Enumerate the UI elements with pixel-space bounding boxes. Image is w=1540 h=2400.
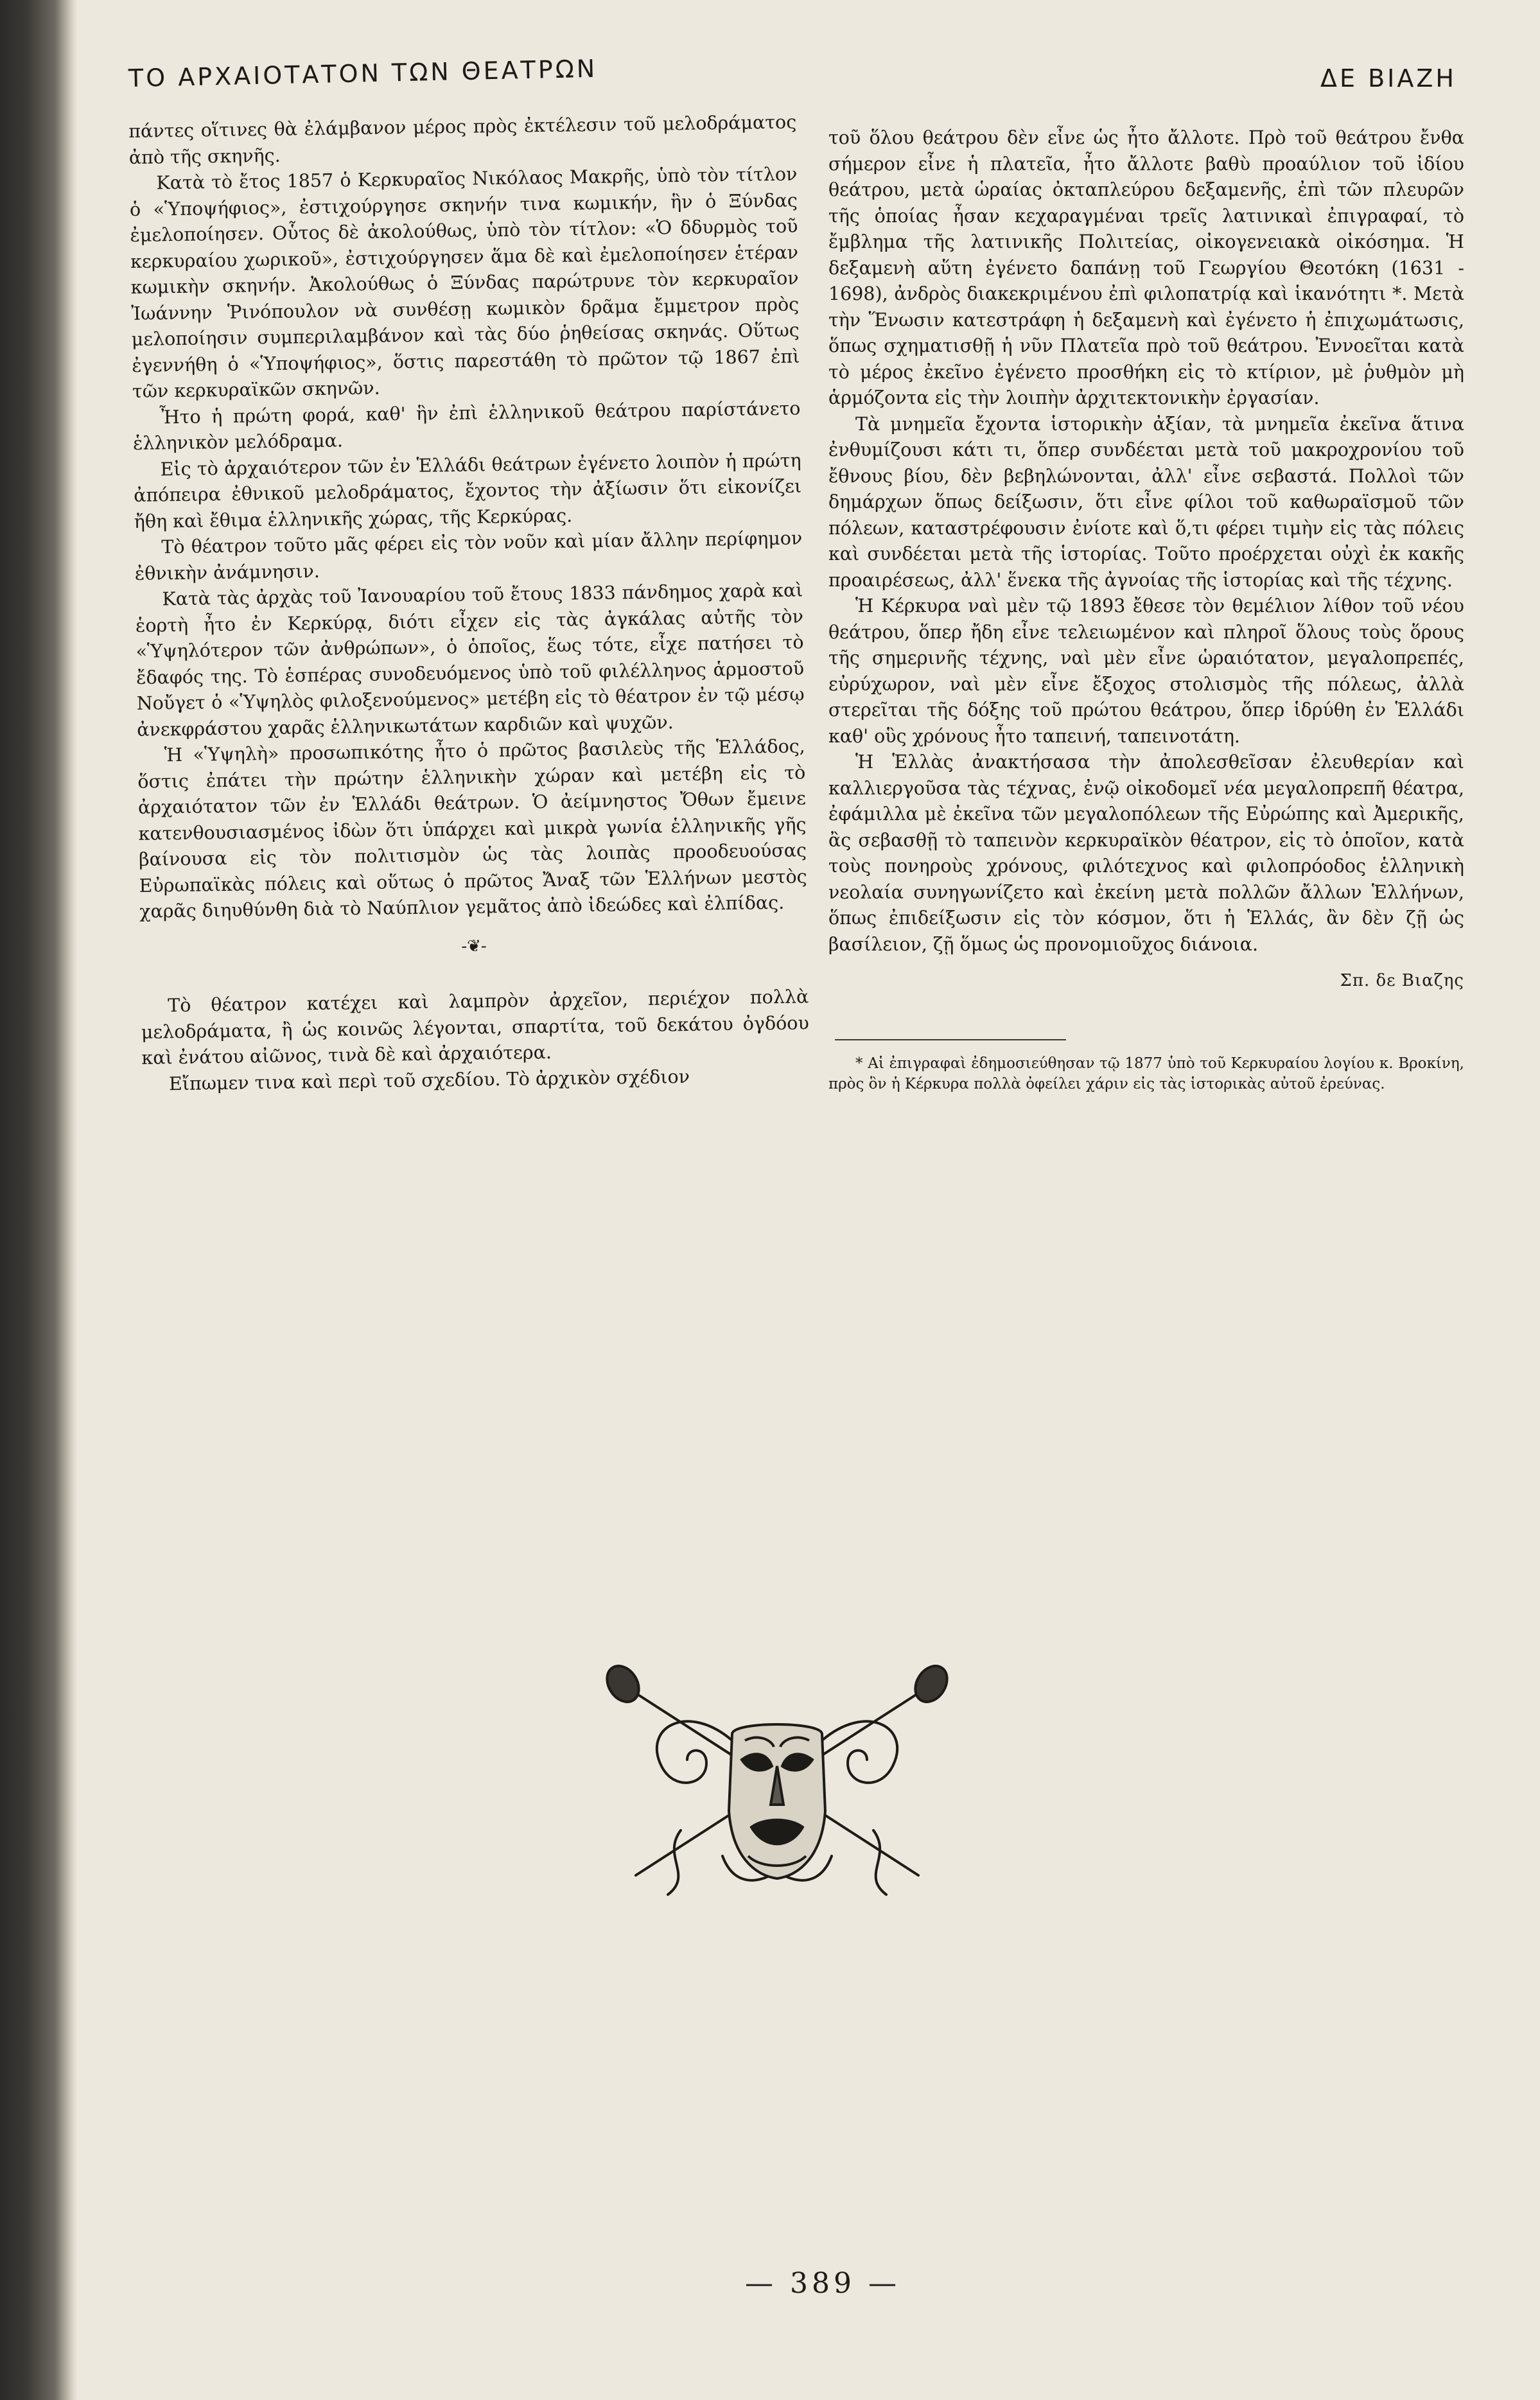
paragraph: Τὸ θέατρον τοῦτο μᾶς φέρει εἰς τὸν νοῦν καὶ μίαν ἄλλην περίφημον ἐθνικὴν ἀνάμνησιν. [134, 527, 803, 584]
paragraph: Τὸ θέατρον κατέχει καὶ λαμπρὸν ἀρχεῖον, περιέχον πολλὰ μελοδράματα, ἢ ὡς κοινῶς λέγονται, σπαρτίτα, τοῦ δεκάτου ὀγδόου καὶ ἐνάτου αἰῶνος, τινὰ δὲ καὶ ἀρχαιότερα. [141, 986, 809, 1069]
footnote-rule [835, 1039, 1066, 1040]
paragraph: τοῦ ὅλου θεάτρου δὲν εἶνε ὡς ἦτο ἄλλοτε. Πρὸ τοῦ θεάτρου ἔνθα σήμερον εἶνε ἡ πλατεῖα, ἦτο ἄλλοτε βαθὺ προαύλιον τοῦ ἰδίου θεάτρου, μετὰ ὡραίας ὀκταπλεύρου δεξαμενῆς, ἐπὶ τῶν πλευρῶν τῆς ὁποίας ἦσαν κεχαραγμέναι τρεῖς λατινικαὶ ἐπιγραφαί, τὸ ἔμβλημα τῆς λατινικῆς Πολιτείας, οἰκογενειακὰ οἰκόσημα. Ἡ δεξαμενὴ αὕτη ἐγένετο δαπάνῃ τοῦ Γεωργίου Θεοτόκη (1631 - 1698), ἀνδρὸς διακεκριμένου ἐπὶ φιλοπατρίᾳ καὶ ἱκανότητι *. Μετὰ τὴν Ἕνωσιν κατεστράφη ἡ δεξαμενὴ καὶ ἐγένετο ἡ ἐπιχωμάτωσις, ὅπως σχηματισθῇ ἡ νῦν Πλατεῖα πρὸ τοῦ θεάτρου. Ἐννοεῖται κατὰ τὸ μέρος ἐκεῖνο ἐγένετο προσθήκη εἰς τὸ κτίριον, μὲ ῥυθμὸν μὴ ἁρμόζοντα εἰς τὴν λοιπὴν ἀρχιτεκτονικὴν ἐργασίαν. [828, 127, 1464, 408]
running-head-title: ΤΟ ΑΡΧΑΙΟΤΑΤΟΝ ΤΩΝ ΘΕΑΤΡΩΝ [128, 54, 598, 92]
paragraph: Ἦτο ἡ πρώτη φορά, καθ' ἣν ἐπὶ ἑλληνικοῦ θεάτρου παρίστάνετο ἑλληνικὸν μελόδραμα. [132, 397, 801, 454]
running-head-author: ΔΕ ΒΙΑΖΗ [1320, 64, 1457, 92]
theatre-mask-emblem [584, 1663, 970, 1901]
magazine-page [77, 0, 1540, 2400]
left-text-column [128, 109, 810, 1097]
book-binding-edge [0, 0, 77, 2400]
paragraph: Κατὰ τὸ ἔτος 1857 ὁ Κερκυραῖος Νικόλαος Μακρῆς, ὑπὸ τὸν τίτλον ὁ «Ὑποψήφιος», ἐστιχούργησε σκηνήν τινα κωμικήν, ἣν ὁ Ξύνδας ἐμελοποίησεν. Οὗτος δὲ ἀκολούθως, ὑπὸ τὸν τίτλον: «Ὁ δδυρμὸς τοῦ κερκυραίου χωρικοῦ», ἐστιχούργησεν ἅμα δὲ καὶ ἐμελοποίησεν ἑτέραν κωμικὴν σκηνήν. Ἀκολούθως ὁ Ξύνδας παρώτρυνε τὸν κερκυραῖον Ἰωάννην Ῥινόπουλον νὰ συνθέσῃ κωμικὸν δρᾶμα ἔμμετρον πρὸς μελοποίησιν συμπεριλαμβάνον καὶ τὰς δύο ῥηθείσας σκηνάς. Οὕτως ἐγεννήθη ὁ «Ὑποψήφιος», ὅστις παρεστάθη τὸ πρῶτον τῷ 1867 ἐπὶ τῶν κερκυραϊκῶν σκηνῶν. [129, 163, 800, 402]
paragraph: Ἡ «Ὑψηλὴ» προσωπικότης ἦτο ὁ πρῶτος βασιλεὺς τῆς Ἑλλάδος, ὅστις ἐπάτει τὴν πρώτην ἑλληνικὴν χώραν καὶ μετέβη εἰς τὸ ἀρχαιότατον τῶν ἐν Ἑλλάδι θεάτρων. Ὁ ἀείμνηστος Ὄθων ἔμεινε κατενθουσιασμένος ἰδὼν ὅτι ὑπάρχει καὶ μικρὰ γωνία ἑλληνικῆς γῆς βαίνουσα εἰς τὸν πολιτισμὸν ὡς τὰς λοιπὰς προοδευούσας Εὐρωπαϊκὰς πόλεις καὶ οὕτως ὁ πρῶτος Ἄναξ τῶν Ἑλλήνων μεστὸς χαρᾶς διηυθύνθη διὰ τὸ Ναύπλιον γεμᾶτος ἀπὸ ἰδεώδες καὶ ἐλπίδας. [137, 735, 807, 922]
paragraph: Εἰς τὸ ἀρχαιότερον τῶν ἐν Ἑλλάδι θεάτρων ἐγένετο λοιπὸν ἡ πρώτη ἀπόπειρα ἐθνικοῦ μελοδράματος, ἔχοντος τὴν ἀξίωσιν ὅτι εἰκονίζει ἤθη καὶ ἔθιμα ἑλληνικῆς χώρας, τῆς Κερκύρας. [133, 449, 802, 532]
paragraph: Ἡ Ἑλλὰς ἀνακτήσασα τὴν ἀπολεσθεῖσαν ἐλευθερίαν καὶ καλλιεργοῦσα τὰς τέχνας, ἐνῷ οἰκοδομεῖ νέα μεγαλοπρεπῆ θέατρα, ἐφάμιλλα μὲ ἐκεῖνα τῶν μεγαλοπόλεων τῆς Εὐρώπης καὶ Ἀμερικῆς, ἂς σεβασθῇ τὸ ταπεινὸν κερκυραϊκὸν θέατρον, εἰς τὸ ὁποῖον, κατὰ τοὺς πονηροὺς χρόνους, φιλότεχνος καὶ φιλοπρόοδος ἑλληνικὴ νεολαία συνηγωνίζετο καὶ ἐκείνη μετὰ πολλῶν ἄλλων Ἑλλήνων, ὅπως ἐπιδείξωσιν εἰς τὸν κόσμον, ὅτι ἡ Ἑλλάς, ἂν δὲν ζῇ ὡς βασίλειον, ζῇ ὅμως ὡς προνομιοῦχος διάνοια. [828, 751, 1464, 955]
author-signature: Σπ. δε Βιαζης [1340, 971, 1464, 990]
paragraph: Κατὰ τὰς ἀρχὰς τοῦ Ἰανουαρίου τοῦ ἔτους 1833 πάνδημος χαρὰ καὶ ἑορτὴ ἦτο ἐν Κερκύρᾳ, διότι εἶχεν εἰς τὰς ἀγκάλας αὐτῆς τὸν «Ὑψηλότερον τῶν ἀνθρώπων», ὁ ὁποῖος, ἕως τότε, εἶχε πατήσει τὸ ἔδαφός της. Τὸ ἑσπέρας συνοδευόμενος ὑπὸ τοῦ φιλέλληνος ἁρμοστοῦ Νοὔγετ ὁ «Ὑψηλὸς φιλοξενούμενος» μετέβη εἰς τὸ θέατρον ἐν τῷ μέσῳ ἀνεκφράστου χαρᾶς ἑλληνικωτάτων καρδιῶν καὶ ψυχῶν. [135, 579, 805, 740]
footnote: * Αἱ ἐπιγραφαὶ ἐδημοσιεύθησαν τῷ 1877 ὑπὸ τοῦ Κερκυραίου λογίου κ. Βροκίνη, πρὸς ὃν ἡ Κέρκυρα πολλὰ ὀφείλει χάριν εἰς τὰς ἱστορικὰς αὐτοῦ ἐρεύνας. [828, 1055, 1464, 1092]
right-text-column [828, 125, 1464, 1094]
paragraph: Τὰ μνημεῖα ἔχοντα ἱστορικὴν ἀξίαν, τὰ μνημεῖα ἐκεῖνα ἅτινα ἐνθυμίζουσι κάτι τι, ὅπερ συνδέεται μετὰ τοῦ μακροχρονίου τοῦ ἔθνους βίου, δὲν βεβηλώνονται, ἀλλ' εἶνε σεβαστά. Πολλοὶ τῶν δημάρχων ὅπως δείξωσιν, ὅτι εἶνε φίλοι τοῦ καθωραϊσμοῦ τῶν πόλεων, καταστρέφουσιν ἐνίοτε καὶ ὅ,τι φέρει τιμὴν εἰς τὰς πόλεις καὶ συνδέεται μετὰ τῆς ἱστορίας. Τοῦτο προέρχεται οὐχὶ ἐκ κακῆς προαιρέσεως, ἀλλ' ἕνεκα τῆς ἀγνοίας τῆς ἱστορίας καὶ τῆς τέχνης. [828, 413, 1464, 591]
paragraph: Εἴπωμεν τινα καὶ περὶ τοῦ σχεδίου. Τὸ ἀρχικὸν σχέδιον [168, 1065, 690, 1094]
paragraph: Ἡ Κέρκυρα ναὶ μὲν τῷ 1893 ἔθεσε τὸν θεμέλιον λίθον τοῦ νέου θεάτρου, ὅπερ ἤδη εἶνε τελειωμένον καὶ πληροῖ ὅλους τοὺς ὅρους τῆς σημερινῆς τέχνης, ναὶ μὲν εἶνε ὡραιότατον, μεγαλοπρεπές, εὐρύχωρον, ναὶ μὲν εἶνε ἔξοχος στολισμὸς τῆς πόλεως, ἀλλὰ στερεῖται τῆς δόξης τοῦ πρώτου θεάτρου, ὅπερ ἱδρύθη ἐν Ἑλλάδι καθ' οὓς χρόνους ἦτο ταπεινή, ταπεινοτάτη. [828, 595, 1464, 747]
section-ornament: -❦- [461, 936, 487, 956]
page-number: — 389 — [745, 2267, 900, 2300]
paragraph: πάντες οἵτινες θὰ ἐλάμβανον μέρος πρὸς ἐκτέλεσιν τοῦ μελοδράματος ἀπὸ τῆς σκηνῆς. [128, 111, 797, 168]
